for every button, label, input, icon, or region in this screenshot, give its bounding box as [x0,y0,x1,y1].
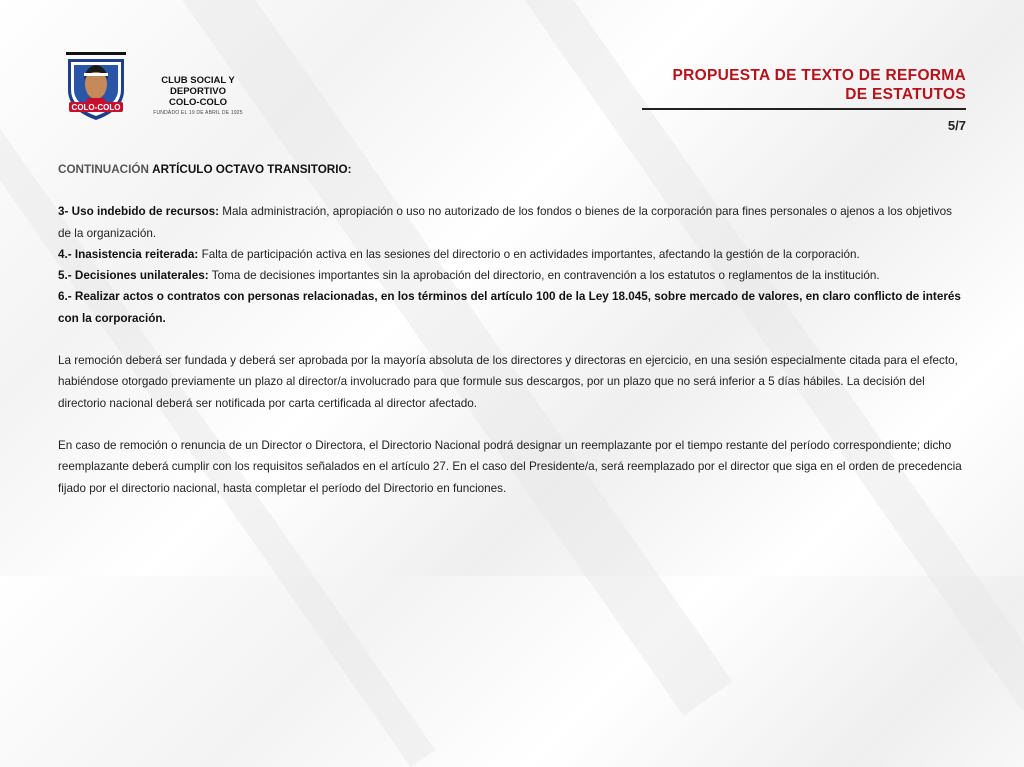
heading-prefix: CONTINUACIÓN [58,163,149,176]
item-label: 4.- Inasistencia reiterada: [58,247,199,261]
page-title-line2: DE ESTATUTOS [845,86,966,103]
item-text: Falta de participación activa en las sesiones del directorio o en actividades importantes, afectando la gestión de la corporación. [198,247,860,261]
crest-text: COLO-COLO [71,103,121,112]
spacer [58,180,968,201]
paragraph-removal: La remoción deberá ser fundada y deberá ser aprobada por la mayoría absoluta de los directores y directoras en ejercicio, en una sesión especialmente citada para el efecto, habiéndose otorgado previamente un plazo al director/a involucrado para que formule sus descargos, por un plazo que no será inferior a 5 días hábiles. La decisión del directorio nacional deberá ser notificada por carta certificada al director afectado. [58,354,958,410]
page-title-line1: PROPUESTA DE TEXTO DE REFORMA [672,67,966,84]
spacer [58,329,968,350]
club-logo [60,50,260,122]
list-item [58,265,968,286]
list-item [58,244,968,265]
item-text: Toma de decisiones importantes sin la aprobación del directorio, en contravención a los estatutos o reglamentos de la institución. [208,269,880,283]
item-text: Mala administración, apropiación o uso no autorizado de los fondos o bienes de la corporación para fines personales o ajenos a los objetivos de la organización. [58,205,952,240]
paragraph-replacement: En caso de remoción o renuncia de un Director o Directora, el Directorio Nacional podrá designar un reemplazante por el tiempo restante del período correspondiente; dicho reemplazante deberá cumplir con los requisitos señalados en el artículo 27. En el caso del Presidente/a, será reemplazado por el director que siga en el orden de precedencia fijado por el directorio nacional, hasta completar el período del Directorio en funciones. [58,438,962,495]
heading-main: ARTÍCULO OCTAVO TRANSITORIO: [152,163,352,176]
spacer [58,414,968,435]
header-divider [642,108,966,110]
section-heading [58,159,968,180]
list-item [58,286,968,329]
founded-text: FUNDADO EL 19 DE ABRIL DE 1925 [153,110,243,116]
document-body [58,159,968,499]
colo-colo-crest-icon [60,50,132,122]
list-item [58,201,968,244]
club-name-line1: CLUB SOCIAL Y DEPORTIVO [161,75,235,97]
item-label: 5.- Decisiones unilaterales: [58,269,209,283]
item-label: 6.- Realizar actos o contratos con personas relacionadas, en los términos del artículo 100 de la Ley 18.045, sobre mercado de valores, en claro conflicto de interés con la corporación. [58,290,961,325]
club-name-line2: COLO-COLO [168,97,228,108]
item-label: 3- Uso indebido de recursos: [58,205,220,219]
page-number: 5/7 [947,118,966,133]
club-text [143,75,253,116]
page-title [673,66,966,104]
